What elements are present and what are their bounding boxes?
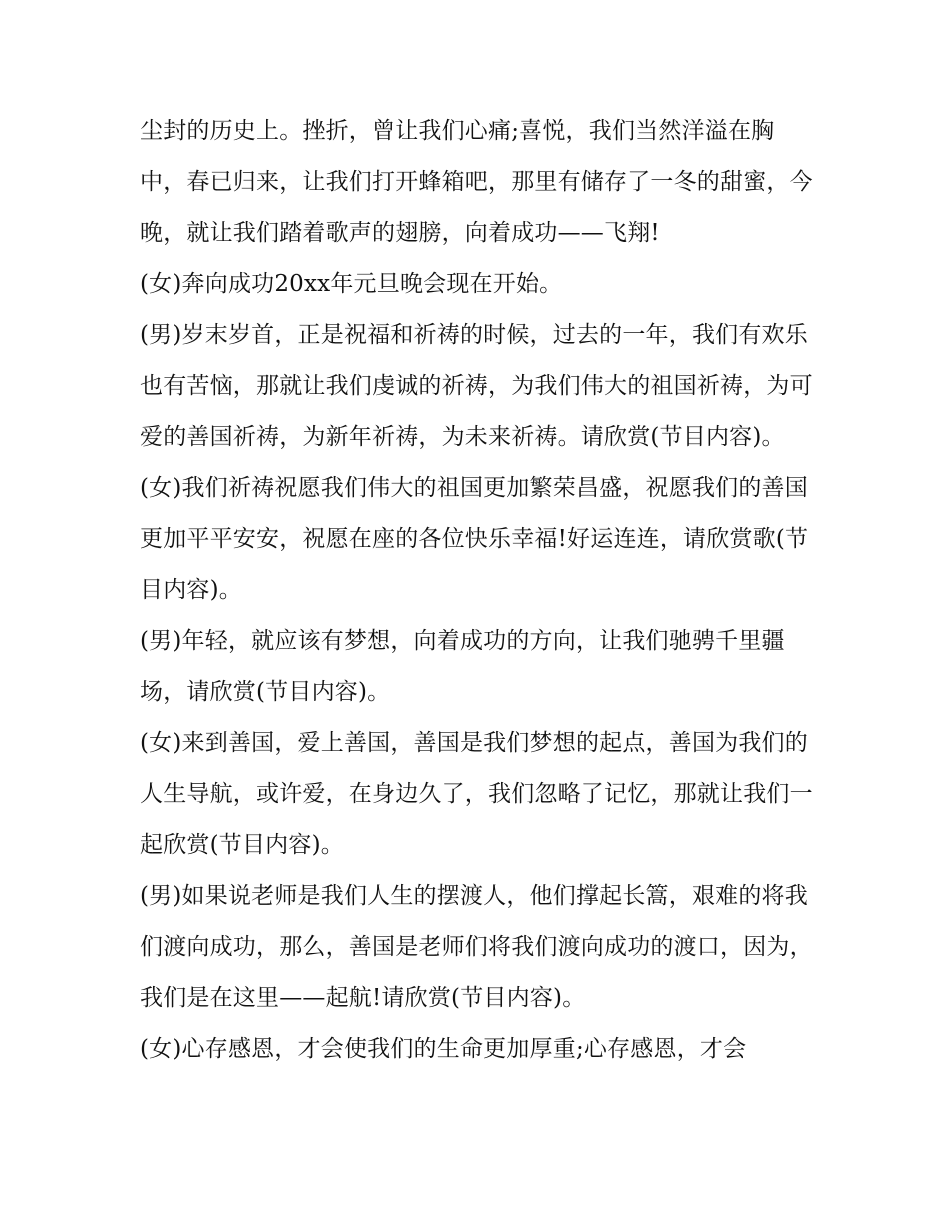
- paragraph-1: 尘封的历史上。挫折，曾让我们心痛;喜悦，我们当然洋溢在胸中，春已归来，让我们打开蜂箱吧，那里有储存了一冬的甜蜜，今晚，就让我们踏着歌声的翅膀，向着成功——飞翔!: [140, 118, 813, 246]
- paragraph-2: (女)奔向成功20xx年元旦晚会现在开始。: [140, 271, 563, 297]
- paragraph-8: (女)心存感恩，才会使我们的生命更加厚重;心存感恩，才会: [140, 1036, 747, 1062]
- document-body: [140, 106, 820, 1075]
- paragraph-6: (女)来到善国，爱上善国，善国是我们梦想的起点，善国为我们的人生导航，或许爱，在身边久了，我们忽略了记忆，那就让我们一起欣赏(节目内容)。: [140, 730, 813, 858]
- paragraph-7: (男)如果说老师是我们人生的摆渡人，他们撑起长篙，艰难的将我们渡向成功，那么，善国是老师们将我们渡向成功的渡口，因为，我们是在这里——起航!请欣赏(节目内容)。: [140, 883, 813, 1011]
- paragraph-5: (男)年轻，就应该有梦想，向着成功的方向，让我们驰骋千里疆场，请欣赏(节目内容)。: [140, 628, 785, 705]
- paragraph-3: (男)岁末岁首，正是祝福和祈祷的时候，过去的一年，我们有欢乐也有苦恼，那就让我们虔诚的祈祷，为我们伟大的祖国祈祷，为可爱的善国祈祷，为新年祈祷，为未来祈祷。请欣赏(节目内容)。: [140, 322, 813, 450]
- paragraph-4: (女)我们祈祷祝愿我们伟大的祖国更加繁荣昌盛，祝愿我们的善国更加平平安安，祝愿在座的各位快乐幸福!好运连连，请欣赏歌(节目内容)。: [140, 475, 809, 603]
